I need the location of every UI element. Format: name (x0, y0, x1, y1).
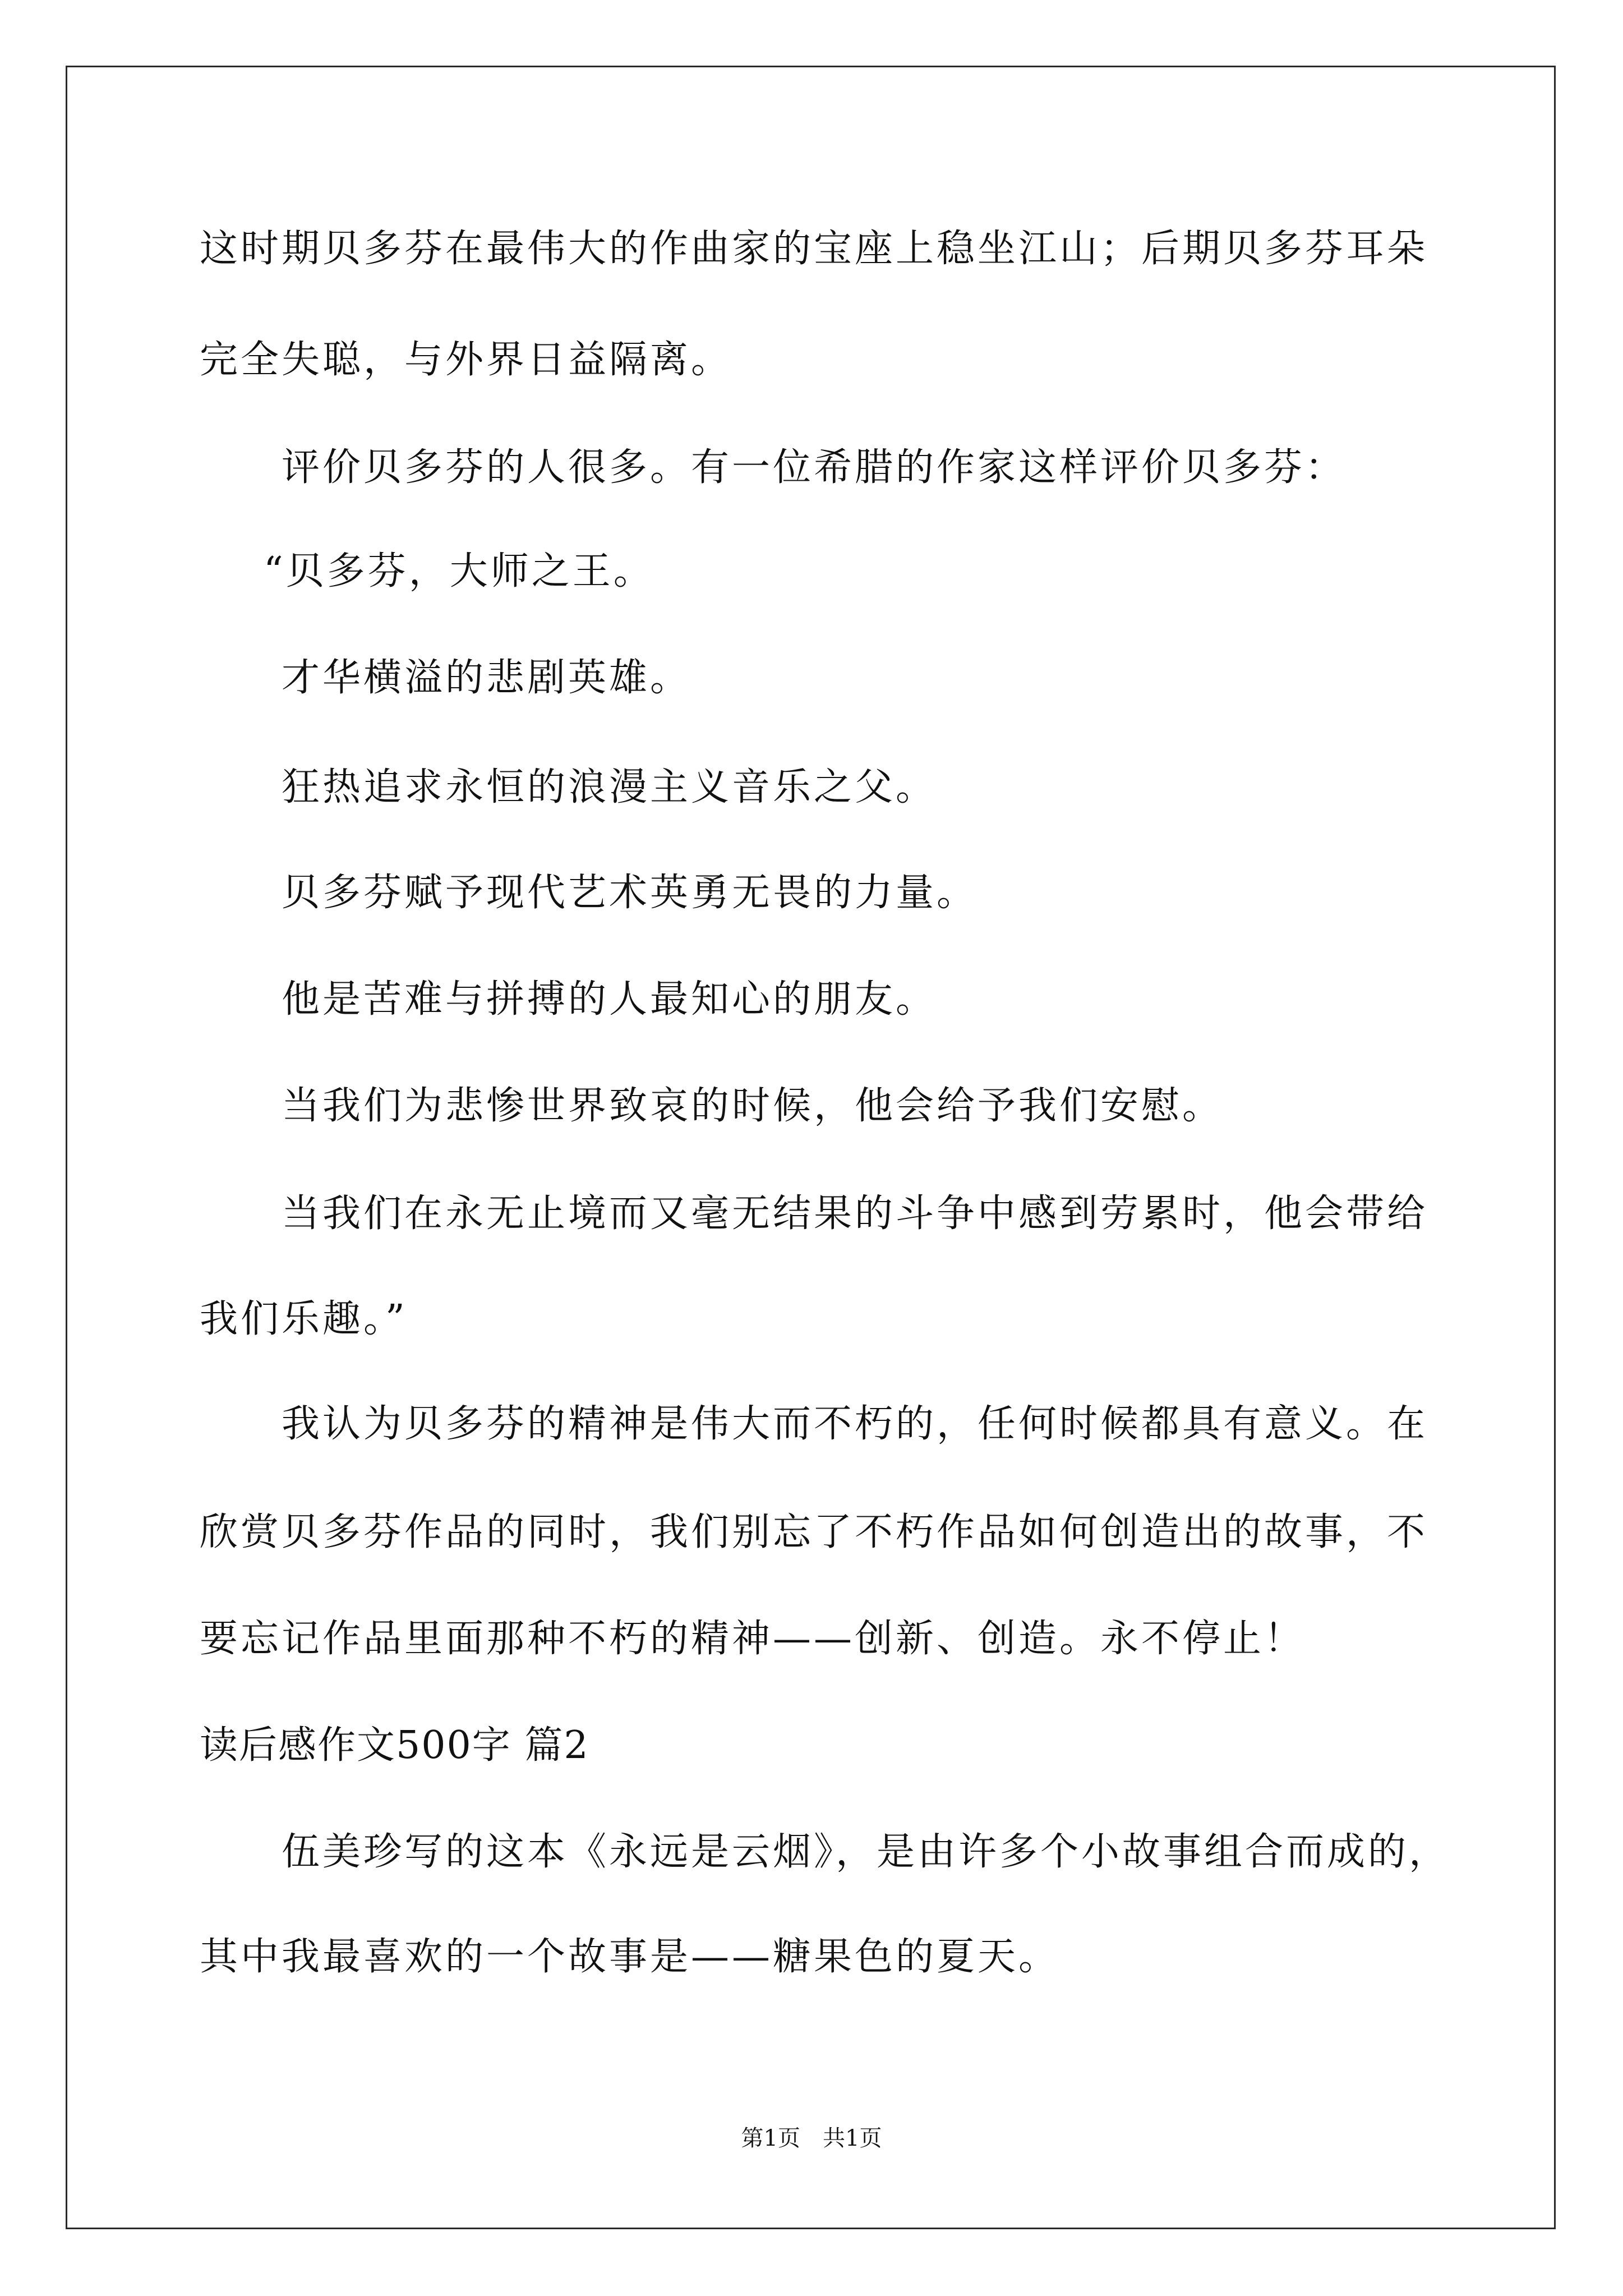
paragraph-line: 贝多芬赋予现代艺术英勇无畏的力量。 (282, 871, 978, 915)
paragraph-line: 他是苦难与拼搏的人最知心的朋友。 (282, 977, 937, 1022)
paragraph-line: 我认为贝多芬的精神是伟大而不朽的，任何时候都具有意义。在 (282, 1402, 1428, 1446)
page-border (66, 66, 1556, 2229)
paragraph-line: 完全失聪，与外界日益隔离。 (200, 338, 732, 382)
paragraph-line: 欣赏贝多芬作品的同时，我们别忘了不朽作品如何创造出的故事，不 (200, 1510, 1428, 1554)
paragraph-line: “贝多芬，大师之王。 (264, 549, 654, 593)
paragraph-line: 这时期贝多芬在最伟大的作曲家的宝座上稳坐江山；后期贝多芬耳朵 (200, 227, 1428, 271)
paragraph-line: 伍美珍写的这本《永远是云烟》，是由许多个小故事组合而成的， (282, 1830, 1450, 1874)
paragraph-line: 当我们在永无止境而又毫无结果的斗争中感到劳累时，他会带给 (282, 1191, 1428, 1236)
paragraph-line: 我们乐趣。” (200, 1297, 408, 1341)
paragraph-line: 当我们为悲惨世界致哀的时候，他会给予我们安慰。 (282, 1084, 1224, 1128)
paragraph-line: 评价贝多芬的人很多。有一位希腊的作家这样评价贝多芬： (282, 445, 1347, 490)
paragraph-line: 要忘记作品里面那种不朽的精神——创新、创造。永不停止！ (200, 1617, 1306, 1661)
section-heading: 读后感作文500字 篇2 (200, 1723, 589, 1768)
paragraph-line: 狂热追求永恒的浪漫主义音乐之父。 (282, 765, 937, 809)
page-footer: 第1页 共1页 (741, 2125, 882, 2151)
paragraph-line: 才华横溢的悲剧英雄。 (282, 656, 691, 700)
paragraph-line: 其中我最喜欢的一个故事是——糖果色的夏天。 (200, 1935, 1060, 1979)
